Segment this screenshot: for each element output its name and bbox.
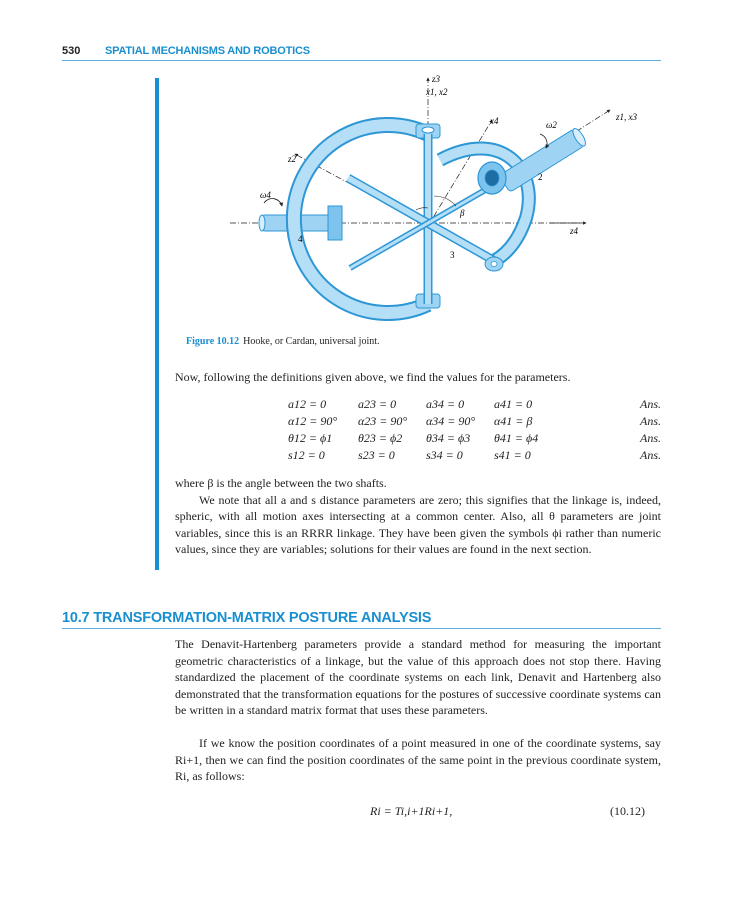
section-rule xyxy=(62,628,661,629)
eq-r4-ans: Ans. xyxy=(640,448,661,462)
margin-bar xyxy=(155,78,159,570)
eq-r1-c2: a23 = 0 xyxy=(358,397,397,411)
eq-r2-ans: Ans. xyxy=(640,414,661,428)
eq-r2-c2: α23 = 90° xyxy=(358,414,408,428)
label-4: 4 xyxy=(298,234,303,244)
eq-r3-c4: θ41 = ϕ4 xyxy=(494,431,539,445)
label-omega2: ω2 xyxy=(546,120,557,130)
eq-r3-c3: θ34 = ϕ3 xyxy=(426,431,471,445)
section-heading: 10.7 TRANSFORMATION-MATRIX POSTURE ANALYSIS xyxy=(62,610,432,626)
discussion-block xyxy=(175,475,661,558)
running-header xyxy=(62,45,661,61)
eq-r3-c2: θ23 = ϕ2 xyxy=(358,431,403,445)
eq-r1-c1: a12 = 0 xyxy=(288,397,327,411)
label-x4: x4 xyxy=(490,116,499,126)
eq-r2-c3: α34 = 90° xyxy=(426,414,476,428)
label-2: 2 xyxy=(538,172,543,182)
figure-caption-text: Hooke, or Cardan, universal joint. xyxy=(243,336,380,347)
note-paragraph: We note that all a and s distance parameters are zero; this signifies that the linkage is, indeed, spheric, with all motion axes intersecting at a common center. Also, all θ parameters are joint variables, since this is an RRRR linkage. They have been given the symbols ϕi rather than numeric values, since they are variables; solutions for their values are found in the next section. xyxy=(175,492,661,557)
label-x1-x2: x1, x2 xyxy=(426,87,448,97)
label-z1-x3: z1, x3 xyxy=(616,112,637,122)
eq-r2-c1: α12 = 90° xyxy=(288,414,338,428)
label-z2: z2 xyxy=(288,154,297,164)
page-number: 530 xyxy=(62,45,81,57)
eq-r4-c1: s12 = 0 xyxy=(288,448,325,462)
running-title: SPATIAL MECHANISMS AND ROBOTICS xyxy=(105,45,310,57)
where-line: where β is the angle between the two shafts. xyxy=(175,476,387,490)
dh-parameter-table xyxy=(288,397,661,467)
position-paragraph: If we know the position coordinates of a point measured in one of the coordinate systems, say Ri+1, then we can find the position coordinates of the same point in the previous coordinate system, Ri, as follows: xyxy=(175,736,661,784)
eq-r2-c4: α41 = β xyxy=(494,414,533,428)
label-z4: z4 xyxy=(570,226,579,236)
universal-joint-diagram xyxy=(170,68,660,330)
eq-r1-c4: a41 = 0 xyxy=(494,397,533,411)
label-3: 3 xyxy=(450,250,455,260)
eq-r1-c3: a34 = 0 xyxy=(426,397,465,411)
figure-label: Figure 10.12 xyxy=(186,336,240,347)
intro-paragraph: Now, following the definitions given above, we find the values for the parameters. xyxy=(175,370,571,384)
label-omega4: ω4 xyxy=(260,190,271,200)
eq-r4-c4: s41 = 0 xyxy=(494,448,531,462)
equation-10-12: Ri = Ti,i+1Ri+1, xyxy=(370,804,453,818)
eq-r4-c3: s34 = 0 xyxy=(426,448,463,462)
dh-paragraph: The Denavit-Hartenberg parameters provide a standard method for measuring the important geometric characteristics of a linkage, but the value of this approach does not stop there. Having standardized the placement of the coordinate systems on each link, Denavit and Hartenberg also demonstrated that the transformation equations for the postures of successive coordinate systems can be written in a standard matrix format that uses these parameters. xyxy=(175,637,661,718)
eq-r3-ans: Ans. xyxy=(640,431,661,445)
universal-joint-figure xyxy=(170,68,660,330)
label-beta: β xyxy=(460,208,465,218)
eq-r1-ans: Ans. xyxy=(640,397,661,411)
figure-caption xyxy=(186,336,380,347)
eq-r4-c2: s23 = 0 xyxy=(358,448,395,462)
header-rule xyxy=(62,60,661,61)
eq-r3-c1: θ12 = ϕ1 xyxy=(288,431,333,445)
label-z3: z3 xyxy=(432,74,441,84)
equation-number: (10.12) xyxy=(610,804,645,818)
